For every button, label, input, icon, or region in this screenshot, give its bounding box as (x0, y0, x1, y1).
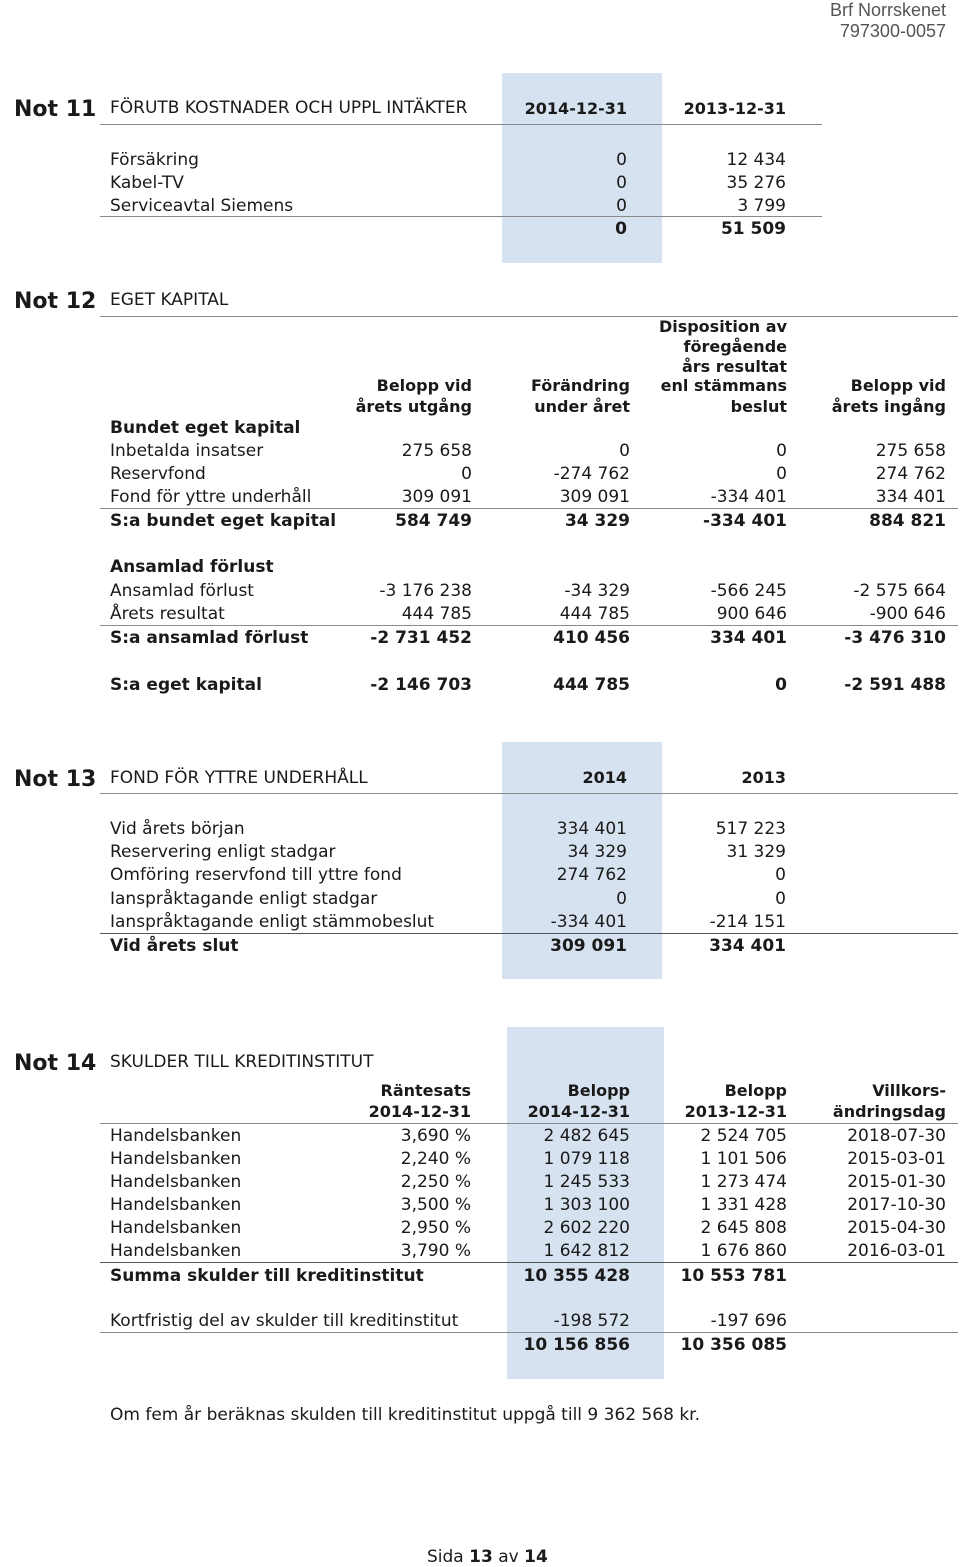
total-label: Vid årets slut (110, 936, 239, 956)
section-heading: Bundet eget kapital (110, 418, 301, 438)
row-label: Ansamlad förlust (110, 581, 254, 601)
row-label: Handelsbanken (110, 1126, 242, 1146)
cell-value: 1 245 533 (543, 1172, 630, 1192)
debt-forecast-note: Om fem år beräknas skulden till kreditinstitut uppgå till 9 362 568 kr. (110, 1405, 701, 1425)
column-header: Belopp vid (376, 376, 472, 395)
column-header: föregående (683, 337, 787, 356)
cell-value: 34 329 (567, 842, 627, 862)
cell-value: 274 762 (875, 464, 946, 484)
cell-value: 334 401 (556, 819, 627, 839)
cell-value: 0 (616, 889, 627, 909)
sum-value: -334 401 (703, 511, 787, 531)
note-label: Not 13 (14, 767, 97, 792)
row-label: Kortfristig del av skulder till kreditinstitut (110, 1311, 459, 1331)
cell-value: 2015-04-30 (847, 1218, 946, 1238)
row-label: Serviceavtal Siemens (110, 196, 294, 216)
sum-value: 10 553 781 (680, 1266, 787, 1286)
divider (100, 1123, 958, 1124)
divider (100, 625, 958, 626)
cell-value: 1 273 474 (700, 1172, 787, 1192)
cell-value: 2017-10-30 (847, 1195, 946, 1215)
note-label: Not 14 (14, 1051, 97, 1076)
sum-value: -3 476 310 (844, 628, 946, 648)
sum-value: 884 821 (869, 511, 946, 531)
cell-value: 0 (776, 464, 787, 484)
note-title: FOND FÖR YTTRE UNDERHÅLL (110, 768, 368, 788)
column-header: 2013-12-31 (684, 1102, 787, 1121)
cell-value: 275 658 (875, 441, 946, 461)
sum-label: S:a ansamlad förlust (110, 628, 309, 648)
column-header: Förändring (530, 376, 630, 395)
cell-value: 275 658 (401, 441, 472, 461)
cell-value: 3,500 % (400, 1195, 471, 1215)
sum-value: 0 (775, 675, 787, 695)
cell-value: 0 (461, 464, 472, 484)
cell-value: 3,690 % (400, 1126, 471, 1146)
cell-value: 1 676 860 (700, 1241, 787, 1261)
column-header: 2014-12-31 (368, 1102, 471, 1121)
org-number: 797300-0057 (839, 21, 946, 41)
cell-value: -3 176 238 (379, 581, 472, 601)
total-value: 51 509 (720, 219, 786, 239)
row-label: Omföring reservfond till yttre fond (110, 865, 402, 885)
column-header: Belopp (724, 1081, 787, 1100)
cell-value: 309 091 (401, 487, 472, 507)
cell-value: 2015-03-01 (847, 1149, 946, 1169)
cell-value: -274 762 (553, 464, 630, 484)
note-title: SKULDER TILL KREDITINSTITUT (110, 1052, 374, 1072)
cell-value: 0 (776, 441, 787, 461)
row-label: Handelsbanken (110, 1195, 242, 1215)
cell-value: -334 401 (710, 487, 787, 507)
cell-value: 2,240 % (400, 1149, 471, 1169)
cell-value: 2016-03-01 (847, 1241, 946, 1261)
divider (100, 933, 958, 934)
cell-value: -900 646 (869, 604, 946, 624)
total-value: 0 (615, 219, 627, 239)
sum-label: Summa skulder till kreditinstitut (110, 1266, 424, 1286)
cell-value: 1 303 100 (543, 1195, 630, 1215)
sum-value: -2 731 452 (370, 628, 472, 648)
cell-value: 2015-01-30 (847, 1172, 946, 1192)
cell-value: 334 401 (875, 487, 946, 507)
note-title: FÖRUTB KOSTNADER OCH UPPL INTÄKTER (110, 98, 468, 118)
cell-value: 3,790 % (400, 1241, 471, 1261)
cell-value: 0 (616, 173, 627, 193)
total-value: 309 091 (550, 936, 627, 956)
cell-value: 274 762 (556, 865, 627, 885)
cell-value: -34 329 (564, 581, 630, 601)
cell-value: 2018-07-30 (847, 1126, 946, 1146)
cell-value: 309 091 (559, 487, 630, 507)
cell-value: 12 434 (726, 150, 786, 170)
column-header: Villkors- (872, 1081, 946, 1100)
page-of: av (498, 1547, 519, 1567)
cell-value: -334 401 (550, 912, 627, 932)
sum-value: 10 355 428 (523, 1266, 630, 1286)
cell-value: 2,950 % (400, 1218, 471, 1238)
cell-value: 2,250 % (400, 1172, 471, 1192)
cell-value: 3 799 (737, 196, 786, 216)
company-name: Brf Norrskenet (829, 0, 946, 20)
column-header: under året (534, 397, 630, 416)
sum-label: S:a eget kapital (110, 675, 262, 695)
net-value: 10 356 085 (680, 1335, 787, 1355)
divider (100, 508, 958, 509)
cell-value: 2 602 220 (543, 1218, 630, 1238)
cell-value: -197 696 (710, 1311, 787, 1331)
column-header: 2014-12-31 (527, 1102, 630, 1121)
cell-value: 1 079 118 (543, 1149, 630, 1169)
column-header: enl stämmans (660, 376, 787, 395)
row-label: Ianspråktagande enligt stadgar (110, 889, 378, 909)
note-label: Not 11 (14, 97, 97, 122)
row-label: Reservering enligt stadgar (110, 842, 336, 862)
cell-value: 0 (616, 150, 627, 170)
row-label: Handelsbanken (110, 1241, 242, 1261)
row-label: Fond för yttre underhåll (110, 487, 312, 507)
cell-value: 1 101 506 (700, 1149, 787, 1169)
divider (100, 1262, 958, 1263)
column-header: 2013-12-31 (683, 99, 786, 118)
page-prefix: Sida (427, 1547, 464, 1567)
column-header: 2014 (582, 768, 627, 787)
column-header: 2013 (741, 768, 786, 787)
row-label: Handelsbanken (110, 1149, 242, 1169)
divider (100, 793, 958, 794)
column-header: 2014-12-31 (524, 99, 627, 118)
row-label: Kabel-TV (110, 173, 184, 193)
cell-value: 517 223 (715, 819, 786, 839)
cell-value: 35 276 (726, 173, 786, 193)
row-label: Handelsbanken (110, 1218, 242, 1238)
cell-value: 444 785 (559, 604, 630, 624)
column-header: årets ingång (831, 397, 946, 416)
column-header: årets utgång (355, 397, 472, 416)
sum-value: 34 329 (564, 511, 630, 531)
sum-value: 444 785 (553, 675, 630, 695)
cell-value: -566 245 (710, 581, 787, 601)
cell-value: 31 329 (726, 842, 786, 862)
cell-value: 900 646 (716, 604, 787, 624)
sum-value: -2 591 488 (844, 675, 946, 695)
sum-value: 584 749 (395, 511, 472, 531)
row-label: Försäkring (110, 150, 199, 170)
row-label: Vid årets början (110, 819, 245, 839)
note-title: EGET KAPITAL (110, 290, 229, 310)
cell-value: 0 (619, 441, 630, 461)
sum-value: 334 401 (710, 628, 787, 648)
cell-value: 444 785 (401, 604, 472, 624)
divider (100, 124, 822, 125)
cell-value: 0 (775, 889, 786, 909)
row-label: Inbetalda insatser (110, 441, 264, 461)
column-header: Räntesats (380, 1081, 471, 1100)
column-header: Belopp (567, 1081, 630, 1100)
column-header: års resultat (681, 357, 787, 376)
cell-value: 0 (616, 196, 627, 216)
row-label: Ianspråktagande enligt stämmobeslut (110, 912, 435, 932)
cell-value: -198 572 (553, 1311, 630, 1331)
row-label: Handelsbanken (110, 1172, 242, 1192)
section-heading: Ansamlad förlust (110, 557, 274, 577)
divider (100, 216, 822, 217)
total-value: 334 401 (709, 936, 786, 956)
sum-value: -2 146 703 (370, 675, 472, 695)
column-header: Disposition av (658, 317, 787, 336)
current-page: 13 (469, 1547, 493, 1567)
net-value: 10 156 856 (523, 1335, 630, 1355)
column-header: ändringsdag (832, 1102, 946, 1121)
total-pages: 14 (524, 1547, 548, 1567)
cell-value: 2 645 808 (700, 1218, 787, 1238)
sum-value: 410 456 (553, 628, 630, 648)
row-label: Reservfond (110, 464, 206, 484)
divider (100, 316, 958, 317)
note-label: Not 12 (14, 289, 97, 314)
row-label: Årets resultat (110, 604, 225, 624)
sum-label: S:a bundet eget kapital (110, 511, 337, 531)
column-header: Belopp vid (850, 376, 946, 395)
cell-value: 2 524 705 (700, 1126, 787, 1146)
cell-value: 2 482 645 (543, 1126, 630, 1146)
cell-value: 1 331 428 (700, 1195, 787, 1215)
cell-value: -214 151 (709, 912, 786, 932)
divider (100, 1332, 958, 1333)
cell-value: 1 642 812 (543, 1241, 630, 1261)
page-number (427, 1547, 548, 1567)
cell-value: 0 (775, 865, 786, 885)
column-header: beslut (730, 397, 787, 416)
cell-value: -2 575 664 (853, 581, 946, 601)
